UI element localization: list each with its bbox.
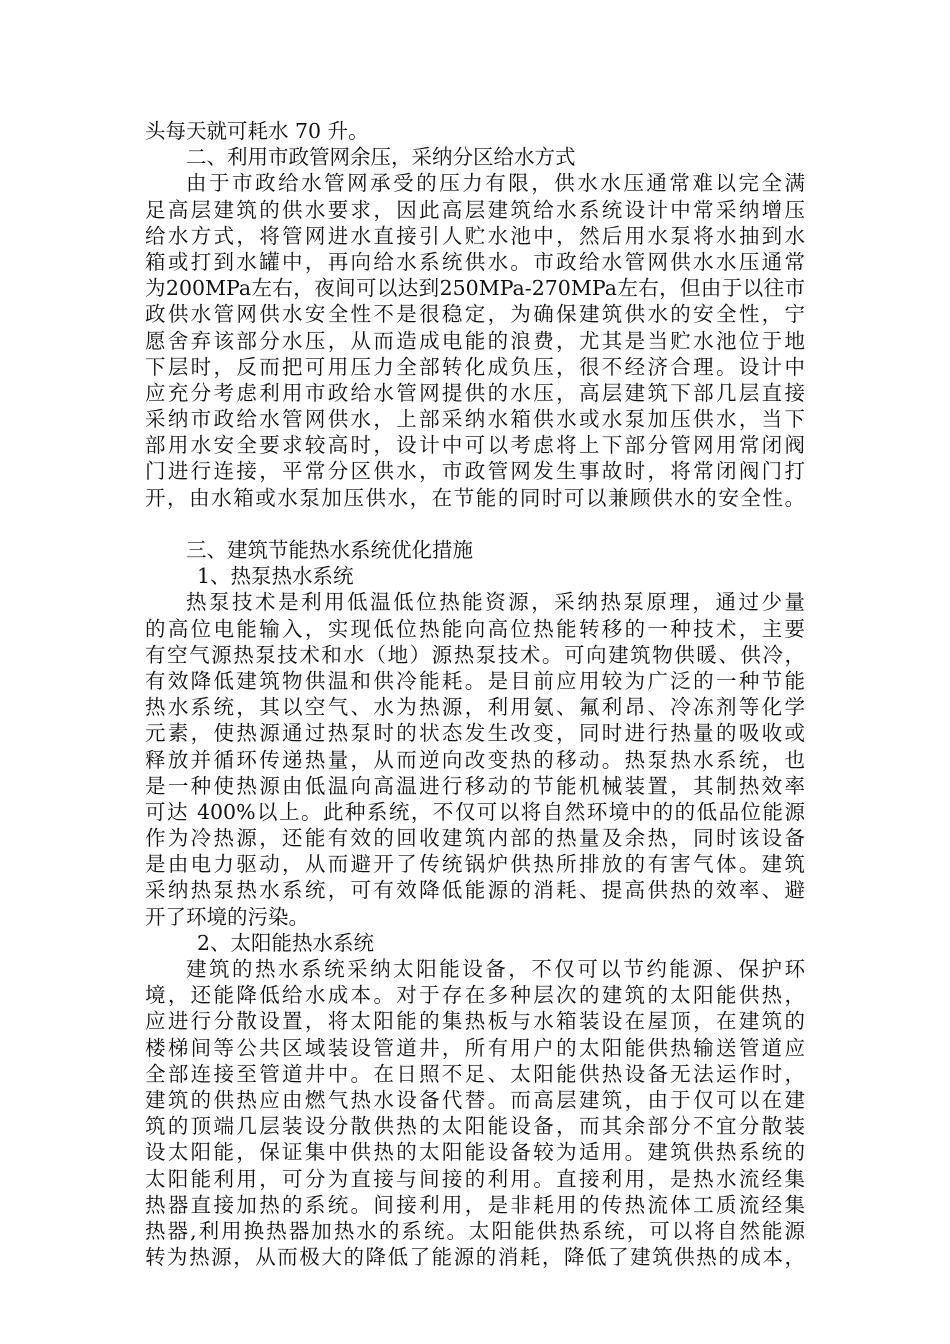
subsection-heading: 1、热泵热水系统 [197,564,354,589]
text-line: 应进行分散设置，将太阳能的集热板与水箱装设在屋顶，在建筑的 [145,1009,805,1034]
text-line: 的高位电能输入，实现低位热能向高位热能转移的一种技术，主要 [145,616,805,641]
text-line: 热泵技术是利用低温低位热能资源，采纳热泵原理，通过少量 [186,590,805,615]
text-line: 开了环境的污染。 [145,904,309,929]
subsection-heading: 2、太阳能热水系统 [197,930,375,955]
text-line: 太阳能利用，可分为直接与间接的利用。直接利用，是热水流经集 [145,1166,805,1191]
section-heading: 三、建筑节能热水系统优化措施 [186,538,473,562]
text-line: 下层时，反而把可用压力全部转化成负压，很不经济合理。设计中 [145,354,805,379]
text-line: 足高层建筑的供水要求，因此高层建筑给水系统设计中常采纳增压 [145,197,805,222]
text-line: 采纳热泵热水系统，可有效降低能源的消耗、提高供热的效率、避 [145,878,805,903]
text-line: 作为冷热源，还能有效的回收建筑内部的热量及余热，同时该设备 [145,826,805,851]
text-line: 由于市政给水管网承受的压力有限，供水水压通常难以完全满 [186,171,805,196]
text-line: 给水方式，将管网进水直接引人贮水池中，然后用水泵将水抽到水 [145,223,805,248]
text-line: 箱或打到水罐中，再向给水系统供水。市政给水管网供水水压通常 [145,249,805,274]
text-line: 应充分考虑利用市政给水管网提供的水压，高层建筑下部几层直接 [145,380,805,405]
text-line: 建筑的热水系统采纳太阳能设备，不仅可以节约能源、保护环 [186,957,805,981]
text-line: 是一种使热源由低温向高温进行移动的节能机械装置，其制热效率 [145,773,805,798]
blank-line [145,511,805,537]
text-line: 有空气源热泵技术和水（地）源热泵技术。可向建筑物供暖、供冷， [145,642,805,667]
text-line: 元素，使热源通过热泵时的状态发生改变，同时进行热量的吸收或 [145,721,805,746]
text-line: 可达 400%以上。此种系统，不仅可以将自然环境中的的低品位能源 [145,799,805,824]
text-line: 愿舍弃该部分水压，从而造成电能的浪费，尤其是当贮水池位于地 [145,328,805,353]
text-line: 筑的顶端几层装设分散供热的太阳能设备，而其余部分不宜分散装 [145,1114,805,1139]
text-line: 部用水安全要求较高时，设计中可以考虑将上下部分管网用常闭阀 [145,433,805,458]
text-line: 境，还能降低给水成本。对于存在多种层次的建筑的太阳能供热， [145,983,805,1008]
text-line: 热器直接加热的系统。间接利用，是非耗用的传热流体工质流经集 [145,1192,805,1217]
text-line: 门进行连接，平常分区供水，市政管网发生事故时，将常闭阀门打 [145,459,805,484]
text-line: 是由电力驱动，从而避开了传统锅炉供热所排放的有害气体。建筑 [145,852,805,877]
text-line: 转为热源，从而极大的降低了能源的消耗，降低了建筑供热的成本， [145,1245,805,1270]
text-line: 楼梯间等公共区域装设管道井，所有用户的太阳能供热输送管道应 [145,1035,805,1060]
section-heading: 二、利用市政管网余压，采纳分区给水方式 [186,145,576,170]
text-line: 开，由水箱或水泵加压供水，在节能的同时可以兼顾供水的安全性。 [145,485,805,510]
text-line: 热水系统，其以空气、水为热源，利用氨、氟利昂、冷冻剂等化学 [145,695,805,720]
text-line: 头每天就可耗水 70 升。 [145,119,369,143]
text-line: 有效降低建筑物供温和供冷能耗。是目前应用较为广泛的一种节能 [145,668,805,693]
text-line: 热器,利用换热器加热水的系统。太阳能供热系统，可以将自然能源 [145,1218,805,1243]
text-line: 政供水管网供水安全性不是很稳定，为确保建筑供水的安全性，宁 [145,302,805,327]
text-line: 释放并循环传递热量，从而逆向改变热的移动。热泵热水系统，也 [145,747,805,772]
text-line: 全部连接至管道井中。在日照不足、太阳能供热设备无法运作时， [145,1061,805,1086]
text-line: 建筑的供热应由燃气热水设备代替。而高层建筑，由于仅可以在建 [145,1087,805,1112]
text-line: 设太阳能，保证集中供热的太阳能设备较为适用。建筑供热系统的 [145,1140,805,1165]
text-line: 为200MPa左右，夜间可以达到250MPa-270MPa左右，但由于以往市 [145,276,805,301]
text-line: 采纳市政给水管网供水，上部采纳水箱供水或水泵加压供水，当下 [145,407,805,432]
document-body-text [145,118,805,1270]
